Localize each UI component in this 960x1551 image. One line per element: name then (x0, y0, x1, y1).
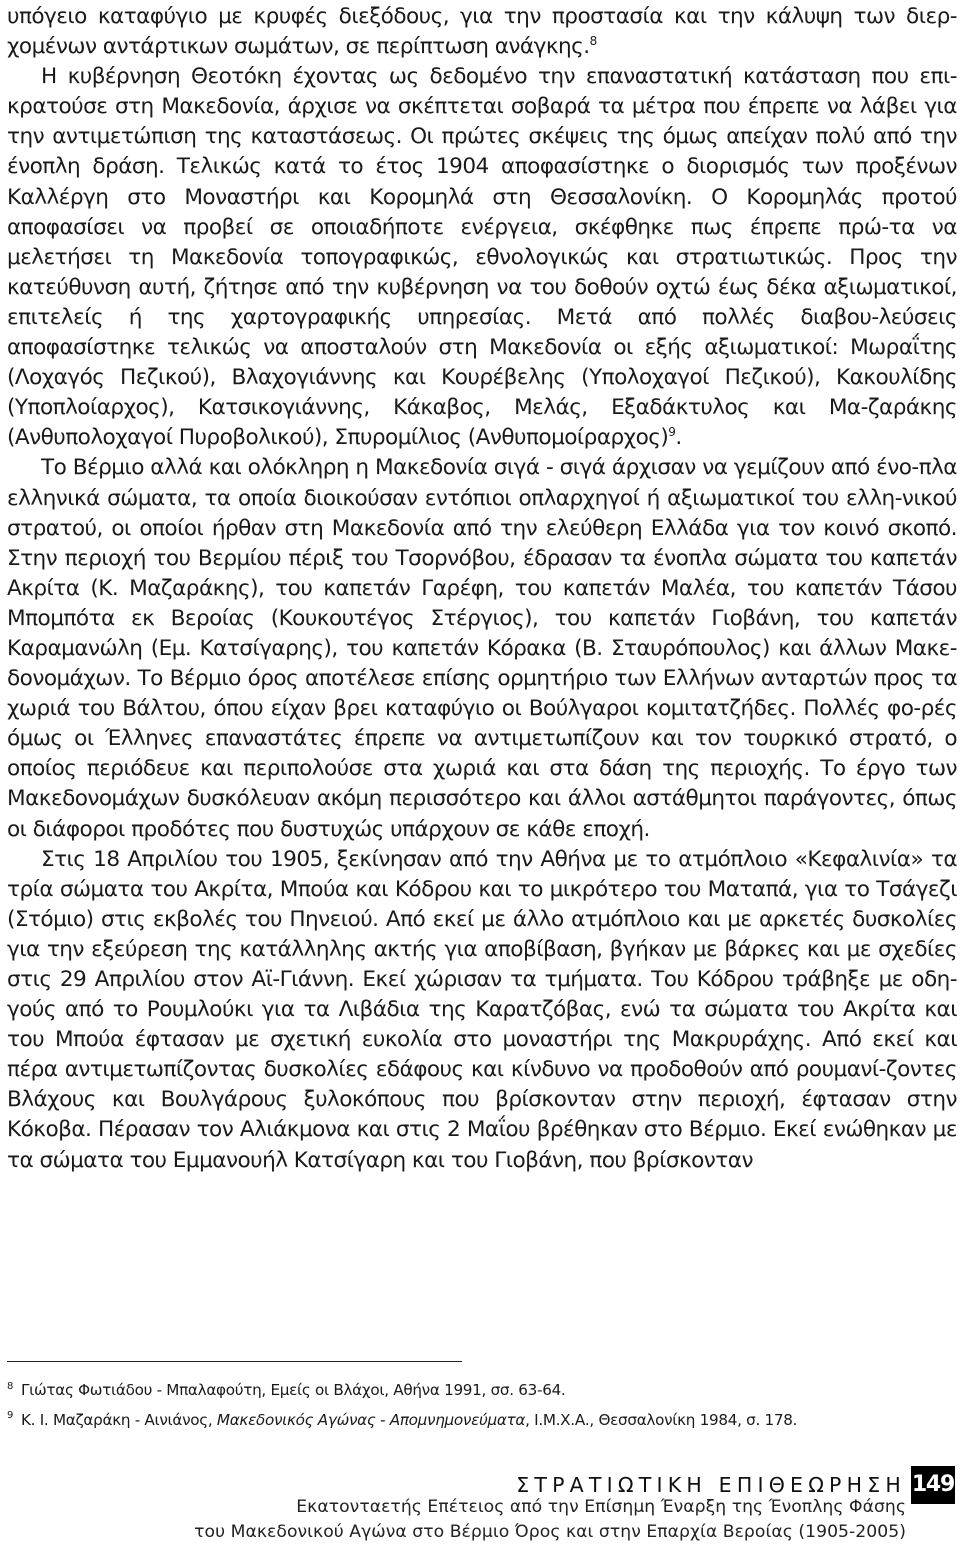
footnote: 9 Κ. Ι. Μαζαράκη - Αινιάνος, Μακεδονικός Αγώνας - Απομνημονεύματα, Ι.Μ.Χ.Α., Θεσσαλονίκη 1984, σ. 178. (7, 1410, 798, 1429)
footnote-ref: 9 (668, 425, 676, 440)
footnote-publication: , Ι.Μ.Χ.Α., Θεσσαλονίκη 1984, σ. 178. (525, 1410, 798, 1429)
paragraph (7, 62, 957, 453)
main-text (7, 2, 957, 1176)
footnote-author: Κ. Ι. Μαζαράκη - Αινιάνος, (21, 1410, 217, 1429)
paragraph: Το Βέρμιο αλλά και ολόκληρη η Μακεδονία σιγά - σιγά άρχισαν να γεμίζουν από ένο-πλα ελληνικά σώματα, τα οποία διοικούσαν εντόπιοι οπλαρχηγοί ή αξιωματικοί του ελλη-νικού στρατού, οι οποίοι ήρθαν στη Μακεδονία από την ελεύθερη Ελλάδα για τον κοινό σκοπό. Στην περιοχή του Βερμίου πέριξ του Τσορνόβου, έδρασαν τα ένοπλα σώματα του καπετάν Ακρίτα (Κ. Μαζαράκης), του καπετάν Γαρέφη, του καπετάν Μαλέα, του καπετάν Τάσου Μπομπότα εκ Βεροίας (Κουκουτέγος Στέργιος), του καπετάν Γιοβάνη, του καπετάν Καραμανώλη (Εμ. Κατσίγαρης), του καπετάν Κόρακα (Β. Σταυρόπουλος) και άλλων Μακε-δονομάχων. Το Βέρμιο όρος αποτέλεσε επίσης ορμητήριο των Ελλήνων ανταρτών προς τα χωριά του Βάλτου, όπου είχαν βρει καταφύγιο οι Βούλγαροι κομιτατζήδες. Πολλές φο-ρές όμως οι Έλληνες επαναστάτες έπρεπε να αντιμετωπίζουν και τον τουρκικό στρατό, ο οποίος περιόδευε και περιπολούσε στα χωριά και στα δάση της περιοχής. Το έργο των Μακεδονομάχων δυσκόλευαν ακόμη περισσότερο και άλλοι αστάθμητοι παράγοντες, όπως οι διάφοροι προδότες που δυστυχώς υπάρχουν σε κάθε εποχή. (7, 455, 957, 842)
paragraph: Στις 18 Απριλίου του 1905, ξεκίνησαν από την Αθήνα με το ατμόπλοιο «Κεφαλινία» τα τρία σώματα του Ακρίτα, Μπούα και Κόδρου και το μικρότερο του Ματαπά, για το Τσάγεζι (Στόμιο) στις εκβολές του Πηνειού. Από εκεί με άλλο ατμόπλοιο και με αρκετές δυσκολίες για την εξεύρεση της κατάλληλης ακτής για αποβίβαση, βγήκαν με βάρκες και με σχεδίες στις 29 Απριλίου στον Αϊ-Γιάννη. Εκεί χώρισαν τα τμήματα. Του Κόδρου τράβηξε με οδη-γούς από το Ρουμλούκι για τα Λιβάδια της Καρατζόβας, ενώ τα σώματα του Ακρίτα και του Μπούα έφτασαν με σχετική ευκολία στο μοναστήρι της Μακρυράχης. Από εκεί και πέρα αντιμετωπίζοντας δυσκολίες εδάφους και κίνδυνο να προδοθούν από ρουμανί-ζοντες Βλάχους και Βουλγάρους ξυλοκόπους που βρίσκονταν στην περιοχή, έφτασαν στην Κόκοβα. Πέρασαν τον Αλιάκμονα και στις 2 Μαΐου βρέθηκαν στο Βέρμιο. Εκεί ενώθηκαν με τα σώματα του Εμμανουήλ Κατσίγαρη και του Γιοβάνη, που βρίσκονταν (7, 846, 957, 1173)
paragraph (7, 2, 957, 62)
footnote-ref: 8 (589, 33, 597, 48)
footer-subtitle-line-1: Εκατονταετής Επέτειος από την Επίσημη Έναρξη της Ένοπλης Φάσης (296, 1497, 906, 1517)
paragraph-text: Η κυβέρνηση Θεοτόκη έχοντας ως δεδομένο την επαναστατική κατάσταση που επι-κρατούσε στη Μακεδονία, άρχισε να σκέπτεται σοβαρά τα μέτρα που έπρεπε να λάβει για την αντιμετώπιση της καταστάσεως. Οι πρώτες σκέψεις της όμως απείχαν πολύ από την ένοπλη δράση. Τελικώς κατά το έτος 1904 αποφασίστηκε ο διορισμός των προξένων Καλλέργη στο Μοναστήρι και Κορομηλά στη Θεσσαλονίκη. Ο Κορομηλάς προτού αποφασίσει να προβεί σε οποιαδήποτε ενέργεια, σκέφθηκε πως έπρεπε πρώ-τα να μελετήσει τη Μακεδονία τοπογραφικώς, εθνολογικώς και στρατιωτικώς. Προς την κατεύθυνση αυτή, ζήτησε από την κυβέρνηση να του δοθούν οχτώ έως δέκα αξιωματικοί, επιτελείς ή της χαρτογραφικής υπηρεσίας. Μετά από πολλές διαβου-λεύσεις αποφασίστηκε τελικώς να αποσταλούν στη Μακεδονία οι εξής αξιωματικοί: Μωραΐτης (Λοχαγός Πεζικού), Βλαχογιάννης και Κουρέβελης (Υπολοχαγοί Πεζικού), Κακουλίδης (Υποπλοίαρχος), Κατσικογιάννης, Κάκαβος, Μελάς, Εξαδάκτυλος και Μα-ζαράκης (Ανθυπολοχαγοί Πυροβολικού), Σπυρομίλιος (Ανθυπομοίραρχος) (7, 64, 957, 451)
footer-subtitle-line-2: του Μακεδονικού Αγώνα στο Βέρμιο Όρος και στην Επαρχία Βεροίας (1905-2005) (194, 1522, 906, 1542)
paragraph-text: υπόγειο καταφύγιο με κρυφές διεξόδους, για την προστασία και την κάλυψη των διερ-χομένων αντάρτικων σωμάτων, σε περίπτωση ανάγκης. (7, 4, 957, 60)
footnote-divider (7, 1361, 462, 1362)
footnote-book-title: Μακεδονικός Αγώνας - Απομνημονεύματα (216, 1410, 526, 1429)
paragraph-end: . (675, 425, 682, 451)
journal-title: ΣΤΡΑΤΙΩΤΙΚΗ ΕΠΙΘΕΩΡΗΣΗ (516, 1473, 906, 1497)
footnote-text: Γιώτας Φωτιάδου - Μπαλαφούτη, Εμείς οι Βλάχοι, Αθήνα 1991, σσ. 63-64. (21, 1381, 566, 1399)
footnote: 8 Γιώτας Φωτιάδου - Μπαλαφούτη, Εμείς οι Βλάχοι, Αθήνα 1991, σσ. 63-64. (7, 1380, 566, 1399)
page-number: 149 (911, 1466, 955, 1504)
footnotes (7, 1376, 957, 1435)
